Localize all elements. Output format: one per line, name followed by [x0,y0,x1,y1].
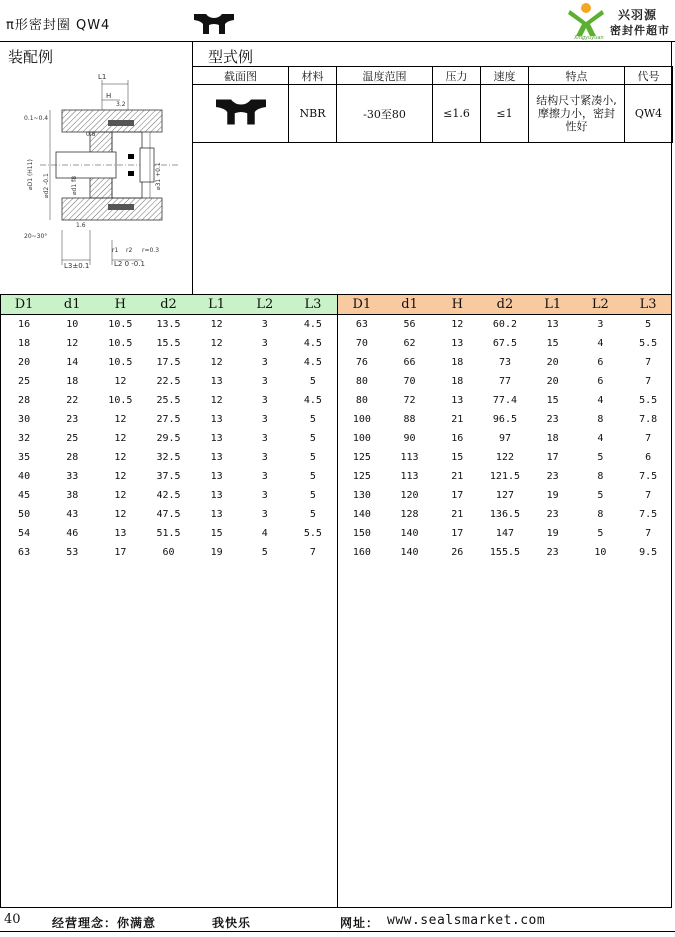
dim-label-d1-shaft: ⌀d1 f8 [71,175,78,195]
column-header-l2: L2 [577,295,625,315]
column-header-l2: L2 [241,295,289,315]
table-cell: 3 [597,319,604,330]
header-divider [0,41,675,42]
table-cell: 30 [18,414,31,425]
table-cell: 23 [546,414,559,425]
table-cell: 3 [261,433,268,444]
table-cell: 13 [451,338,464,349]
table-cell: 77 [498,376,511,387]
table-cell: 9.5 [639,547,658,558]
table-cell: 29.5 [156,433,181,444]
table-cell: 140 [352,509,371,520]
table-cell: 121.5 [489,471,521,482]
table-cell: 76 [355,357,368,368]
table-cell: 12 [210,357,223,368]
table-cell: 17 [451,528,464,539]
dim-label-d1: ⌀D1 (H11) [27,159,34,190]
table-cell: 128 [400,509,419,520]
table-cell: 60.2 [492,319,517,330]
table-cell: 66 [403,357,416,368]
table-cell: 13 [114,528,127,539]
table-cell: 50 [18,509,31,520]
brand-logo [566,2,672,40]
table-cell: 42.5 [156,490,181,501]
table-left-border [0,294,1,907]
dim-label-d31: ⌀31 +0.1 [155,162,162,190]
table-row [338,391,672,410]
table-cell: 13 [546,319,559,330]
logo-text-line1: 兴羽源 [618,8,658,22]
logo-text-en: Xingyuyuan [574,35,604,41]
dim-label-l2: L2 0 -0.1 [114,260,145,268]
form-header-cell: 截面图 [193,67,289,85]
temperature-cell: -30至80 [337,85,433,143]
table-row [0,429,337,448]
table-cell: 20 [18,357,31,368]
table-cell: 4 [597,338,604,349]
page-title: π形密封圈 QW4 [6,18,111,33]
table-cell: 7 [645,357,652,368]
column-header-l3: L3 [289,295,337,315]
table-cell: 12 [114,376,127,387]
table-cell: 60 [162,547,175,558]
table-cell: 3 [261,414,268,425]
table-cell: 73 [498,357,511,368]
table-cell: 7 [645,433,652,444]
table-cell: 53 [66,547,79,558]
dim-label-roughness-1: 1.6 [76,222,86,229]
logo-figure-icon [566,2,606,38]
column-header-l1: L1 [193,295,241,315]
table-cell: 8 [597,414,604,425]
table-cell: 12 [114,490,127,501]
form-header-cell: 特点 [529,67,625,85]
table-cell: 13 [210,490,223,501]
table-cell: 13 [210,452,223,463]
table-cell: 12 [66,338,79,349]
table-cell: 80 [355,376,368,387]
table-cell: 3 [261,395,268,406]
dim-label-r2: r2 [126,247,133,254]
table-row [0,334,337,353]
table-cell: 35 [18,452,31,463]
table-cell: 12 [114,433,127,444]
size-table-right [338,295,672,562]
table-cell: 97 [498,433,511,444]
table-cell: 38 [66,490,79,501]
table-row [338,524,672,543]
table-cell: 7.5 [639,509,658,520]
footer-underline [0,931,675,932]
table-cell: 136.5 [489,509,521,520]
table-cell: 12 [114,452,127,463]
table-cell: 17.5 [156,357,181,368]
table-cell: 100 [352,414,371,425]
table-cell: 20 [546,376,559,387]
table-row [0,353,337,372]
table-cell: 7 [309,547,316,558]
table-cell: 4 [597,395,604,406]
table-cell: 7.8 [639,414,658,425]
table-cell: 8 [597,509,604,520]
table-cell: 6 [597,376,604,387]
column-header-d1: d1 [386,295,434,315]
form-header-cell: 材料 [289,67,337,85]
dim-label-angle: 20~30° [24,233,48,240]
table-cell: 15 [210,528,223,539]
form-header-cell: 速度 [481,67,529,85]
table-cell: 17 [114,547,127,558]
dim-label-l1: L1 [98,73,107,81]
table-cell: 13 [210,509,223,520]
seal-profile-icon [192,12,236,36]
table-cell: 12 [451,319,464,330]
table-cell: 72 [403,395,416,406]
logo-text-line2: 密封件超市 [610,24,670,37]
dim-label-roughness-2: 3.2 [116,101,126,108]
table-cell: 5 [309,509,316,520]
table-cell: 3 [261,490,268,501]
table-cell: 7 [645,490,652,501]
table-cell: 18 [66,376,79,387]
table-row [338,372,672,391]
table-cell: 70 [355,338,368,349]
table-cell: 13 [210,471,223,482]
table-cell: 90 [403,433,416,444]
table-cell: 45 [18,490,31,501]
column-header-h: H [433,295,481,315]
table-cell: 4.5 [303,338,322,349]
table-cell: 7 [645,376,652,387]
table-cell: 122 [495,452,514,463]
table-cell: 26 [451,547,464,558]
table-cell: 5.5 [639,395,658,406]
pressure-cell: ≤1.6 [433,85,481,143]
table-cell: 12 [210,338,223,349]
table-cell: 13 [210,414,223,425]
table-cell: 18 [451,357,464,368]
code-cell: QW4 [625,85,673,143]
table-row [0,505,337,524]
table-cell: 155.5 [489,547,521,558]
table-cell: 23 [546,547,559,558]
dim-label-d2: ⌀d2 -0.1 [43,173,50,198]
table-cell: 33 [66,471,79,482]
table-cell: 21 [451,414,464,425]
table-cell: 23 [546,509,559,520]
table-cell: 5.5 [639,338,658,349]
form-header-cell: 温度范围 [337,67,433,85]
table-cell: 32 [18,433,31,444]
table-cell: 12 [114,471,127,482]
table-row [338,543,672,562]
table-row [0,315,337,335]
table-cell: 80 [355,395,368,406]
table-cell: 15 [546,395,559,406]
table-cell: 160 [352,547,371,558]
column-header-l3: L3 [624,295,672,315]
feature-line: 性好 [565,120,588,133]
table-cell: 4 [597,433,604,444]
table-cell: 5 [309,452,316,463]
table-cell: 13 [210,376,223,387]
table-cell: 5 [261,547,268,558]
table-cell: 18 [546,433,559,444]
material-cell: NBR [289,85,337,143]
table-cell: 16 [451,433,464,444]
table-cell: 13.5 [156,319,181,330]
table-cell: 15.5 [156,338,181,349]
column-header-d1: D1 [0,295,48,315]
table-cell: 3 [261,509,268,520]
table-middle-divider [337,294,338,907]
size-table-left [0,295,337,562]
assembly-section-title: 装配例 [8,48,54,66]
table-row [0,391,337,410]
table-cell: 3 [261,452,268,463]
footer-website-label: 网址： [340,916,380,930]
section-profile-cell [193,85,289,143]
table-cell: 5 [645,319,652,330]
table-row [0,467,337,486]
table-cell: 7 [645,528,652,539]
column-header-d1: d1 [48,295,96,315]
table-cell: 96.5 [492,414,517,425]
table-cell: 5 [597,490,604,501]
table-cell: 8 [597,471,604,482]
table-cell: 12 [210,395,223,406]
assembly-drawing [20,70,190,275]
table-row [0,524,337,543]
footer-website-link[interactable]: www.sealsmarket.com [387,913,546,928]
table-cell: 12 [210,319,223,330]
column-header-d2: d2 [481,295,529,315]
table-cell: 23 [66,414,79,425]
table-cell: 70 [403,376,416,387]
table-cell: 3 [261,319,268,330]
table-row [338,353,672,372]
column-header-l1: L1 [529,295,577,315]
column-header-d2: d2 [144,295,192,315]
table-cell: 130 [352,490,371,501]
table-cell: 51.5 [156,528,181,539]
table-cell: 125 [352,471,371,482]
table-row [0,372,337,391]
table-cell: 5 [309,376,316,387]
table-row [0,486,337,505]
table-cell: 10 [66,319,79,330]
dim-label-r1: r1 [112,247,119,254]
table-cell: 5 [309,433,316,444]
dim-label-l3: L3±0.1 [64,262,90,270]
table-cell: 19 [546,490,559,501]
table-cell: 88 [403,414,416,425]
page-number: 40 [4,912,21,927]
dim-label-h: H [106,92,112,100]
size-table-header [0,295,337,315]
table-cell: 13 [451,395,464,406]
table-cell: 10 [594,547,607,558]
table-cell: 3 [261,357,268,368]
table-cell: 113 [400,452,419,463]
feature-line: 结构尺寸紧凑小, [536,94,617,107]
table-cell: 25.5 [156,395,181,406]
table-cell: 37.5 [156,471,181,482]
table-cell: 47.5 [156,509,181,520]
table-cell: 46 [66,528,79,539]
table-cell: 5.5 [303,528,322,539]
table-bottom-border [0,907,672,908]
table-cell: 140 [400,528,419,539]
table-cell: 10.5 [108,319,133,330]
dim-label-clearance: 0.1~0.4 [24,115,49,122]
table-row [338,467,672,486]
table-cell: 3 [261,471,268,482]
table-cell: 140 [400,547,419,558]
dim-label-roughness-3: 0.8 [86,131,96,138]
table-cell: 147 [495,528,514,539]
table-cell: 20 [546,357,559,368]
form-table-row [193,85,673,143]
feature-cell [529,85,625,143]
table-cell: 43 [66,509,79,520]
table-cell: 25 [18,376,31,387]
table-cell: 4.5 [303,319,322,330]
table-cell: 19 [210,547,223,558]
table-cell: 56 [403,319,416,330]
dim-label-r: r=0.3 [142,247,160,254]
table-row [338,448,672,467]
table-cell: 100 [352,433,371,444]
column-header-h: H [96,295,144,315]
table-cell: 120 [400,490,419,501]
form-table [192,66,673,143]
table-cell: 15 [546,338,559,349]
table-cell: 22.5 [156,376,181,387]
form-section-title: 型式例 [208,48,254,66]
table-row [338,505,672,524]
table-cell: 13 [210,433,223,444]
table-right-border [671,294,672,907]
table-cell: 5 [597,528,604,539]
table-row [0,448,337,467]
footer-motto-2: 我快乐 [212,916,252,930]
table-cell: 127 [495,490,514,501]
table-cell: 32.5 [156,452,181,463]
table-cell: 5 [309,490,316,501]
table-cell: 67.5 [492,338,517,349]
table-cell: 17 [451,490,464,501]
table-cell: 28 [18,395,31,406]
table-cell: 113 [400,471,419,482]
column-header-d1: D1 [338,295,386,315]
table-cell: 14 [66,357,79,368]
table-cell: 21 [451,509,464,520]
form-header-cell: 代号 [625,67,673,85]
table-row [338,334,672,353]
form-header-cell: 压力 [433,67,481,85]
table-cell: 10.5 [108,395,133,406]
table-cell: 22 [66,395,79,406]
table-cell: 16 [18,319,31,330]
table-cell: 6 [645,452,652,463]
seal-cross-section-icon [213,97,269,127]
feature-line: 摩擦力小，密封 [538,107,615,120]
speed-cell: ≤1 [481,85,529,143]
table-cell: 15 [451,452,464,463]
table-cell: 5 [309,471,316,482]
table-cell: 27.5 [156,414,181,425]
table-cell: 19 [546,528,559,539]
table-cell: 18 [451,376,464,387]
table-cell: 3 [261,338,268,349]
form-table-header [193,67,673,85]
table-cell: 77.4 [492,395,517,406]
table-cell: 10.5 [108,357,133,368]
table-cell: 150 [352,528,371,539]
table-cell: 4.5 [303,357,322,368]
table-cell: 7.5 [639,471,658,482]
table-row [338,410,672,429]
table-row [338,486,672,505]
table-cell: 5 [597,452,604,463]
table-cell: 12 [114,414,127,425]
table-cell: 40 [18,471,31,482]
size-table-header [338,295,672,315]
table-cell: 3 [261,376,268,387]
table-cell: 6 [597,357,604,368]
table-cell: 4 [261,528,268,539]
table-cell: 125 [352,452,371,463]
table-cell: 23 [546,471,559,482]
table-cell: 21 [451,471,464,482]
table-cell: 54 [18,528,31,539]
table-cell: 10.5 [108,338,133,349]
table-cell: 25 [66,433,79,444]
table-cell: 63 [355,319,368,330]
table-cell: 63 [18,547,31,558]
table-cell: 18 [18,338,31,349]
table-row [338,315,672,335]
table-cell: 4.5 [303,395,322,406]
table-row [0,543,337,562]
table-cell: 5 [309,414,316,425]
table-cell: 28 [66,452,79,463]
table-cell: 17 [546,452,559,463]
table-cell: 12 [114,509,127,520]
footer-motto: 经营理念：你满意 [52,916,157,930]
table-row [0,410,337,429]
table-cell: 62 [403,338,416,349]
table-row [338,429,672,448]
